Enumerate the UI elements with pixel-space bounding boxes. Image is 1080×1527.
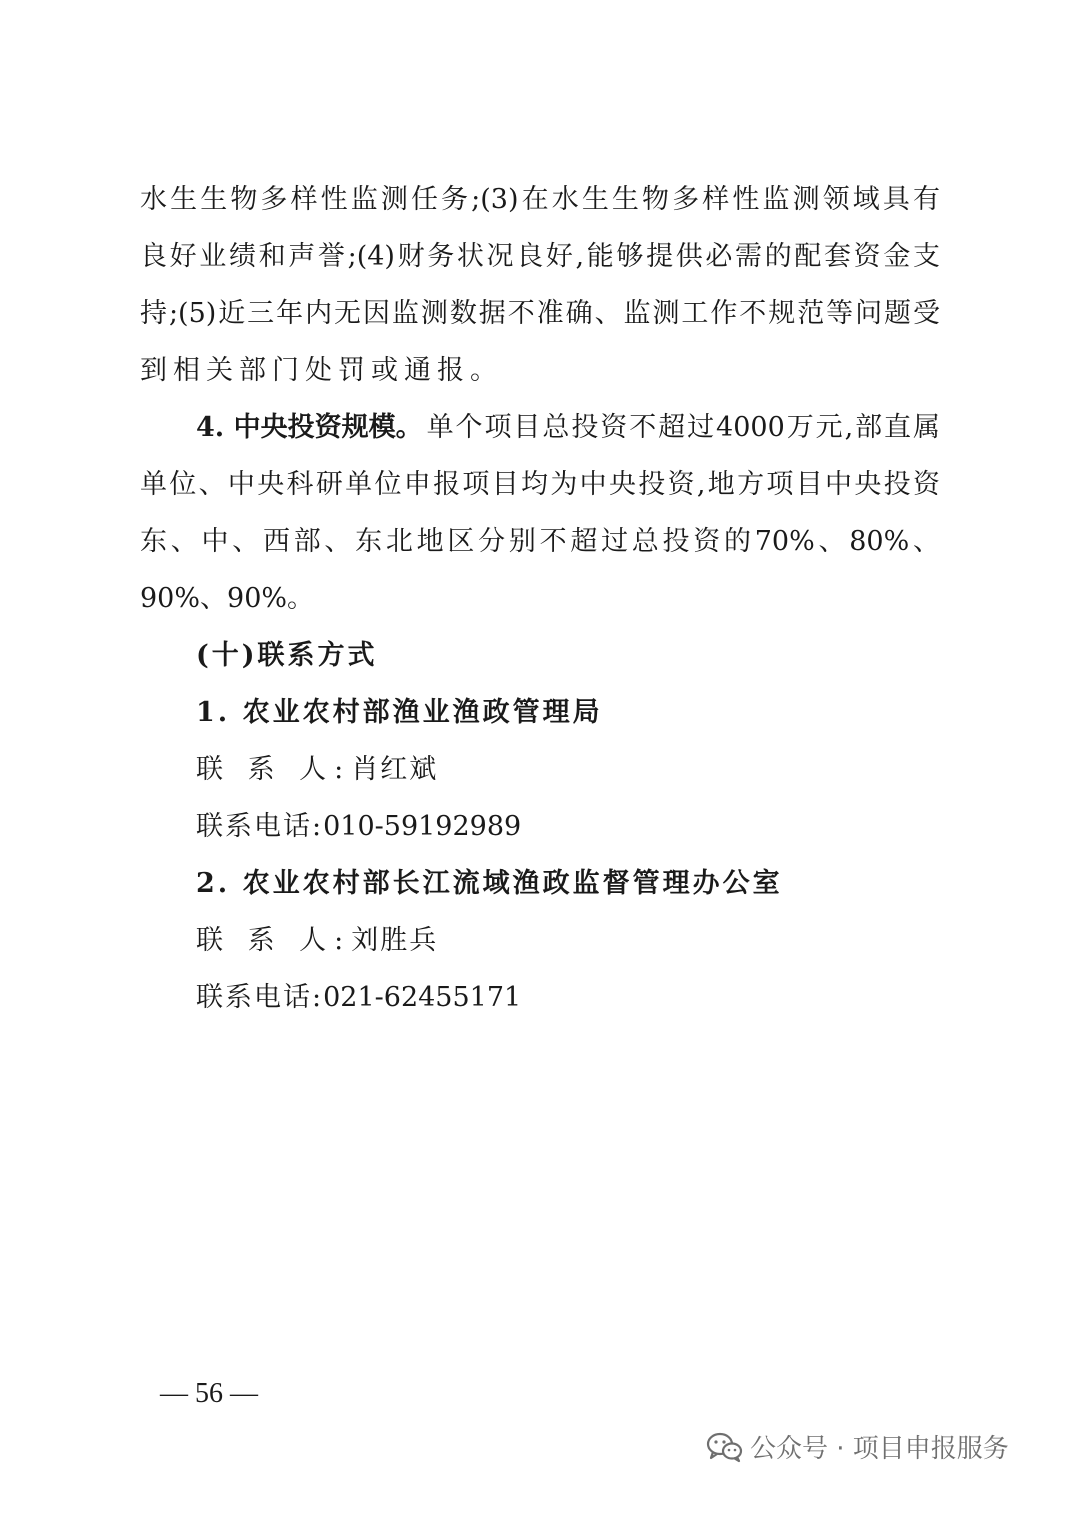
paragraph2-line-1 xyxy=(196,408,940,448)
paragraph1-line-3: 持;(5)近三年内无因监测数据不准确、监测工作不规范等问题受 xyxy=(140,298,940,329)
contact-2-phone: 021-62455171 xyxy=(323,982,522,1013)
contact-1-person-row xyxy=(196,750,438,790)
contact-1-phone-label: 联系电话: xyxy=(196,811,324,842)
watermark-text: 公众号 · 项目申报服务 xyxy=(750,1434,1009,1464)
contact-1-phone-row xyxy=(196,807,521,847)
contact-2-phone-row xyxy=(196,978,521,1018)
watermark xyxy=(706,1428,1009,1465)
paragraph2-lead: 4. 中央投资规模。 xyxy=(196,412,423,443)
paragraph2-line-1-rest: 单个项目总投资不超过4000万元,部直属 xyxy=(426,412,940,443)
contact-2-title: 2. 农业农村部长江流域渔政监督管理办公室 xyxy=(196,868,783,899)
paragraph2-line-3: 东、中、西部、东北地区分别不超过总投资的70%、80%、 xyxy=(140,526,940,557)
contact-2-person-row xyxy=(196,921,438,961)
contact-2-person-label: 联 系 人: xyxy=(196,925,352,956)
paragraph2-line-4: 90%、90%。 xyxy=(140,583,315,614)
paragraph1-line-1: 水生生物多样性监测任务;(3)在水生生物多样性监测领域具有 xyxy=(140,184,940,215)
paragraph2-line-2: 单位、中央科研单位申报项目均为中央投资,地方项目中央投资 xyxy=(140,469,940,500)
contact-1-person: 肖红斌 xyxy=(351,754,439,785)
contact-2-phone-label: 联系电话: xyxy=(196,982,324,1013)
contact-2-person: 刘胜兵 xyxy=(351,925,439,956)
contact-1-person-label: 联 系 人: xyxy=(196,754,352,785)
wechat-icon xyxy=(706,1431,744,1463)
section-heading: (十)联系方式 xyxy=(196,640,378,671)
page-number: — 56 — xyxy=(160,1378,258,1409)
contact-1-title: 1. 农业农村部渔业渔政管理局 xyxy=(196,697,603,728)
paragraph1-line-2: 良好业绩和声誉;(4)财务状况良好,能够提供必需的配套资金支 xyxy=(140,241,940,272)
contact-1-phone: 010-59192989 xyxy=(323,811,522,842)
paragraph1-line-4: 到相关部门处罚或通报。 xyxy=(140,355,503,386)
